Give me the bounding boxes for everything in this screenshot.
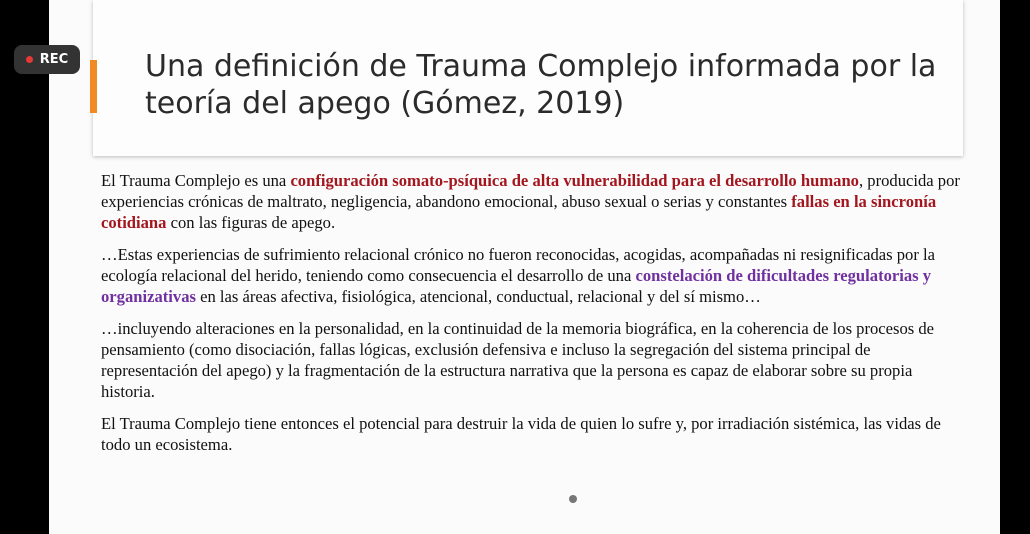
- presentation-slide: [49, 0, 1000, 534]
- text: …Estas experiencias de sufrimiento relacional crónico no fueron reconocidas, acogidas, acompañadas ni resignificadas por la ecología relacional del herido, teniendo como consecuencia el desarrollo de una: [101, 245, 935, 285]
- paragraph-conclusion: El Trauma Complejo tiene entonces el potencial para destruir la vida de quien lo sufre y, por irradiación sistémica, las vidas de todo un ecosistema.: [101, 414, 941, 454]
- paragraph-experiencias: [101, 244, 966, 307]
- slide-body: [101, 170, 966, 466]
- text: en las áreas afectiva, fisiológica, atencional, conductual, relacional y del sí mismo…: [195, 287, 761, 306]
- paragraph-definition: [101, 170, 966, 233]
- text: , producida por experiencias crónicas de maltrato, negligencia, abandono emocional, abuso sexual o serias y constantes: [101, 171, 960, 211]
- paragraph-alteraciones: …incluyendo alteraciones en la personalidad, en la continuidad de la memoria biográfica, en la coherencia de los procesos de pensamiento (como disociación, fallas lógicas, exclusión defensiva e incluso la segregación del sistema principal de representación del apego) y la fragmentación de la estructura narrativa que la persona es capaz de elaborar sobre su propia historia.: [101, 319, 935, 401]
- record-dot-icon: [26, 56, 33, 63]
- recording-label: REC: [39, 52, 69, 67]
- highlight-configuracion: configuración somato-psíquica de alta vulnerabilidad para el desarrollo humano: [290, 171, 859, 190]
- highlight-fallas: fallas en la sincronía cotidiana: [101, 192, 937, 232]
- recording-indicator[interactable]: [14, 45, 80, 74]
- title-accent-bar: [90, 60, 97, 113]
- text: con las figuras de apego.: [166, 213, 336, 232]
- text: El Trauma Complejo es una: [101, 171, 291, 190]
- highlight-constelacion: constelación de dificultades regulatorias y organizativas: [101, 266, 932, 306]
- slide-position-indicator[interactable]: [569, 495, 577, 503]
- slide-title: Una definición de Trauma Complejo informada por la teoría del apego (Gómez, 2019): [145, 49, 937, 121]
